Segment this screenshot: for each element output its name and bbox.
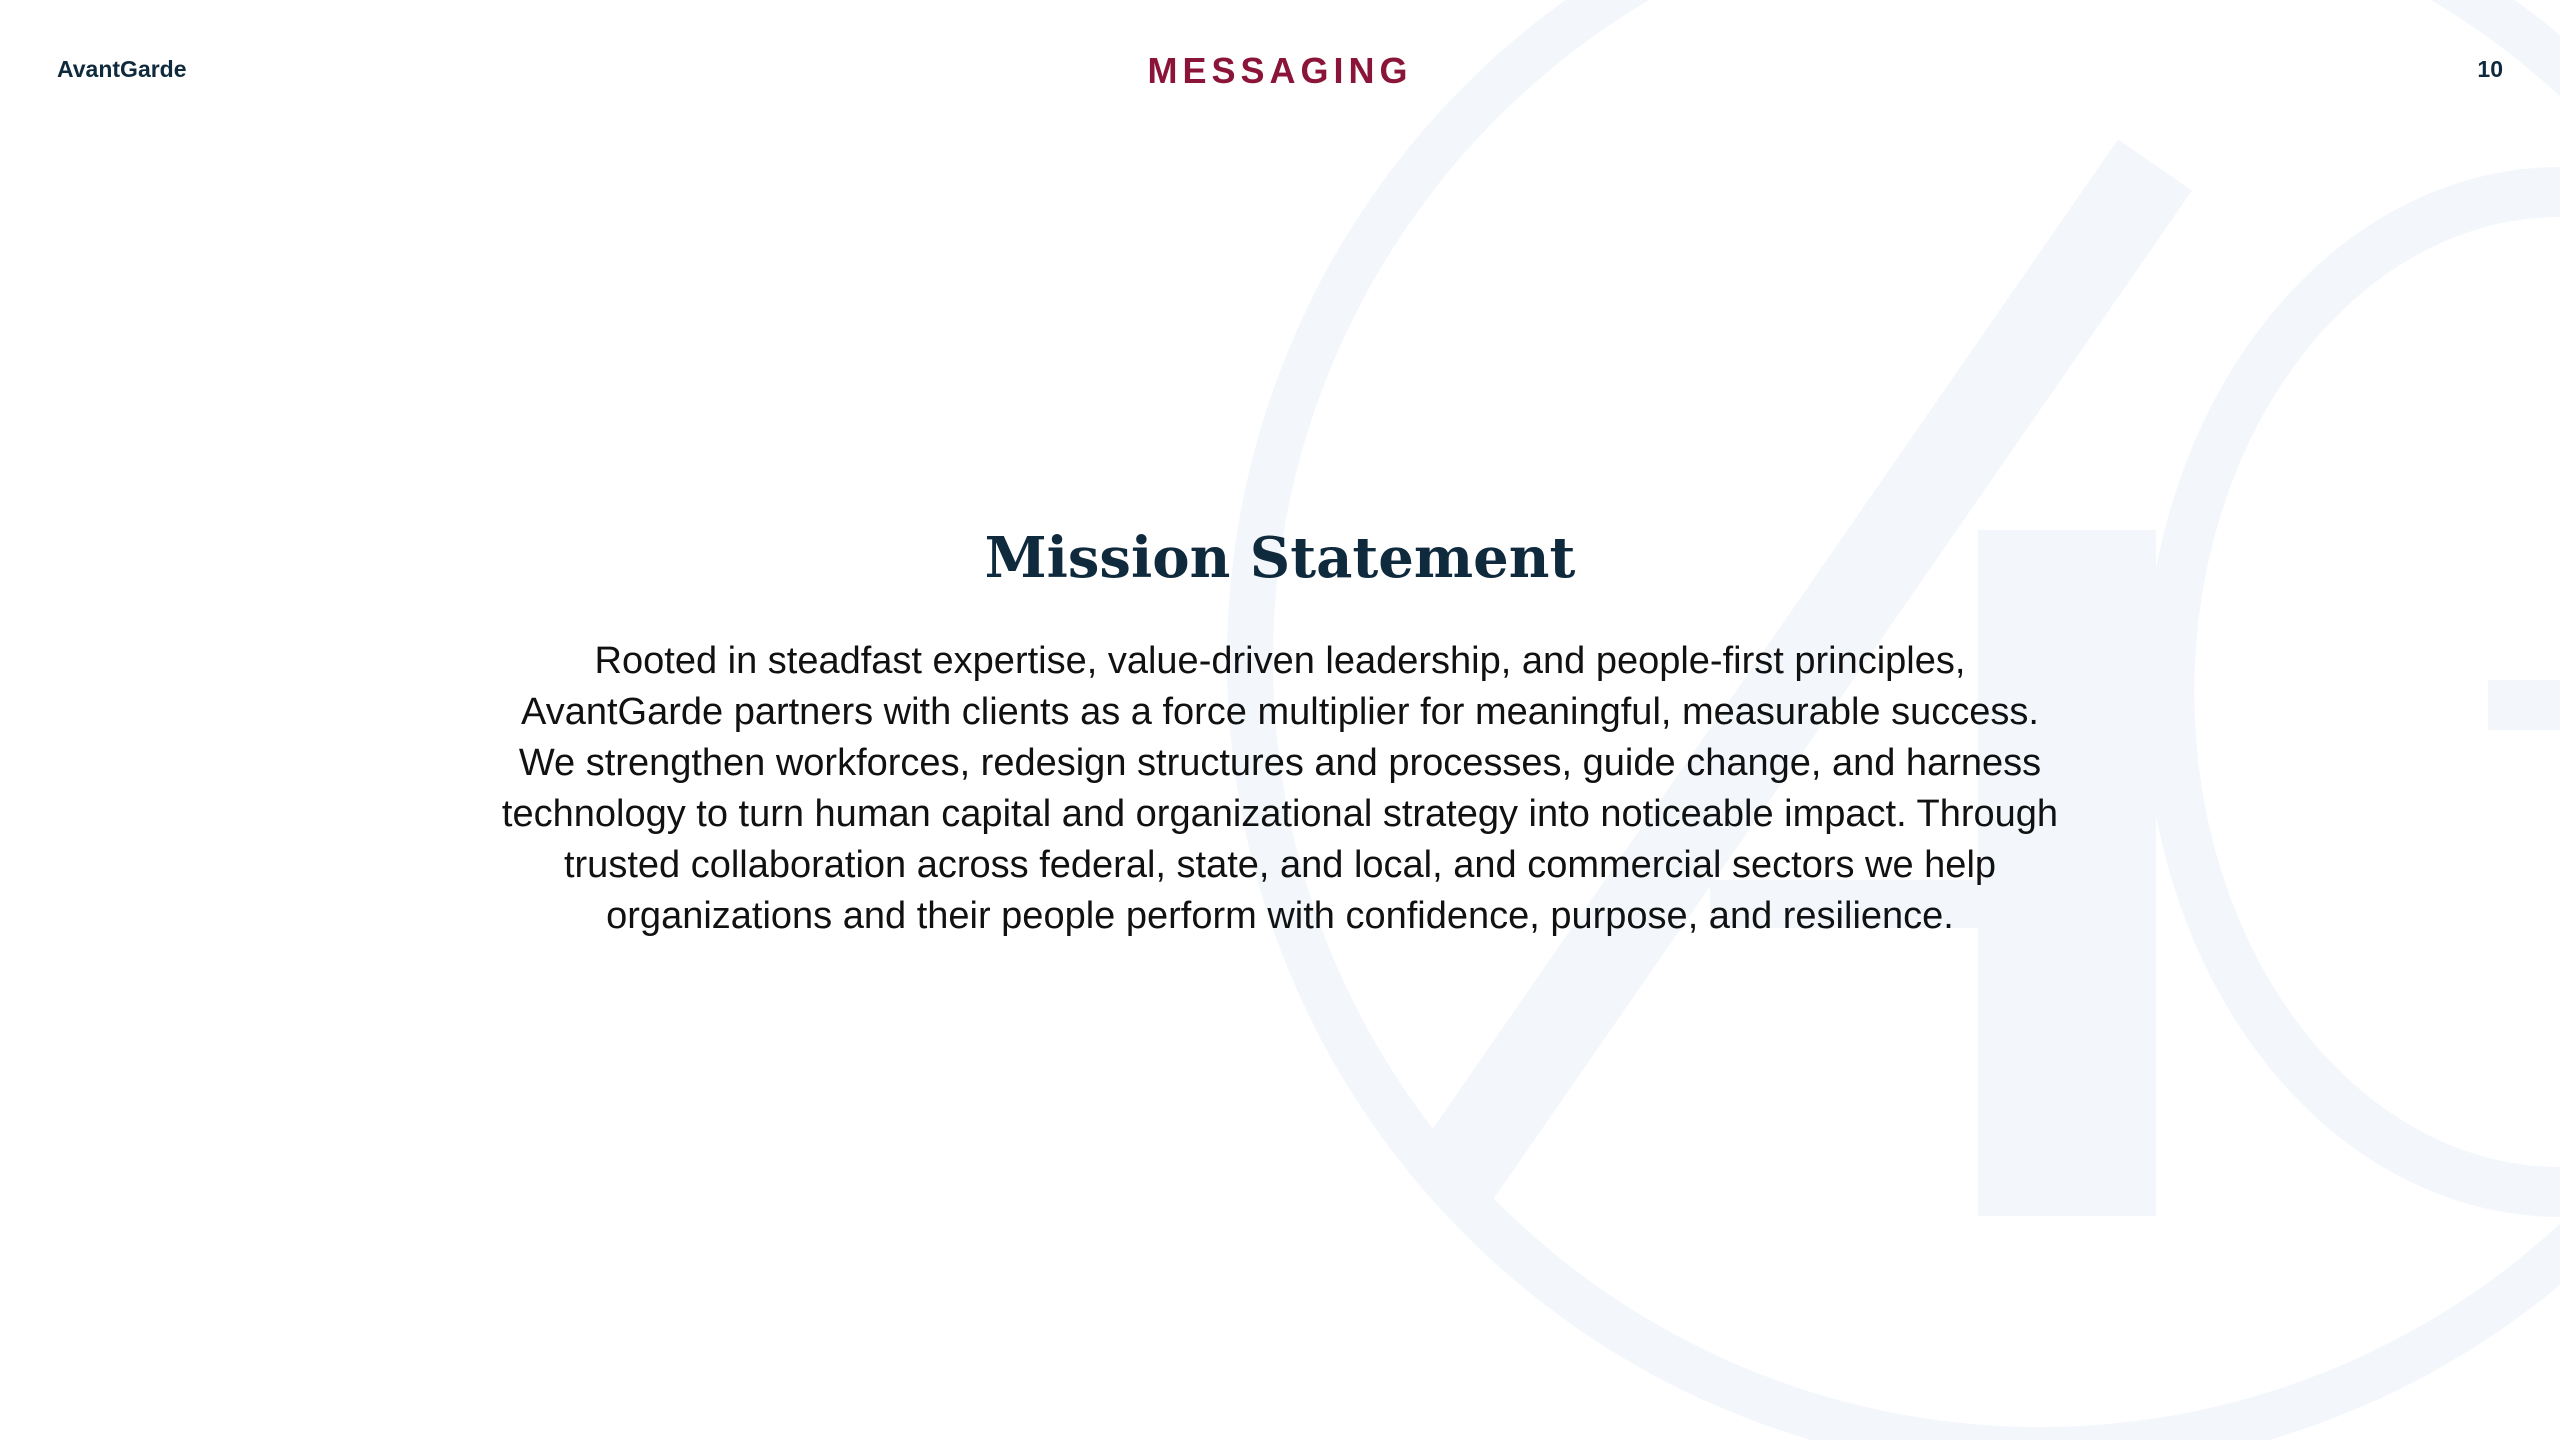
mission-content	[400, 525, 2160, 942]
mission-body-line: Rooted in steadfast expertise, value-driven leadership, and people-first principles,	[594, 640, 1966, 683]
section-title: MESSAGING	[1147, 50, 1413, 91]
mission-body-line: AvantGarde partners with clients as a force multiplier for meaningful, measurable success.	[521, 691, 2039, 734]
mission-body	[400, 636, 2160, 942]
page-number: 10	[2477, 56, 2503, 82]
mission-body-line: organizations and their people perform with confidence, purpose, and resilience.	[606, 895, 1954, 938]
brand-logo-text: AvantGarde	[57, 56, 187, 82]
mission-heading: Mission Statement	[984, 525, 1576, 591]
mission-body-line: technology to turn human capital and organizational strategy into noticeable impact. Through	[501, 793, 2059, 836]
mission-body-line: We strengthen workforces, redesign structures and processes, guide change, and harness	[518, 742, 2042, 785]
mission-body-line: trusted collaboration across federal, state, and local, and commercial sectors we help	[563, 844, 1997, 887]
